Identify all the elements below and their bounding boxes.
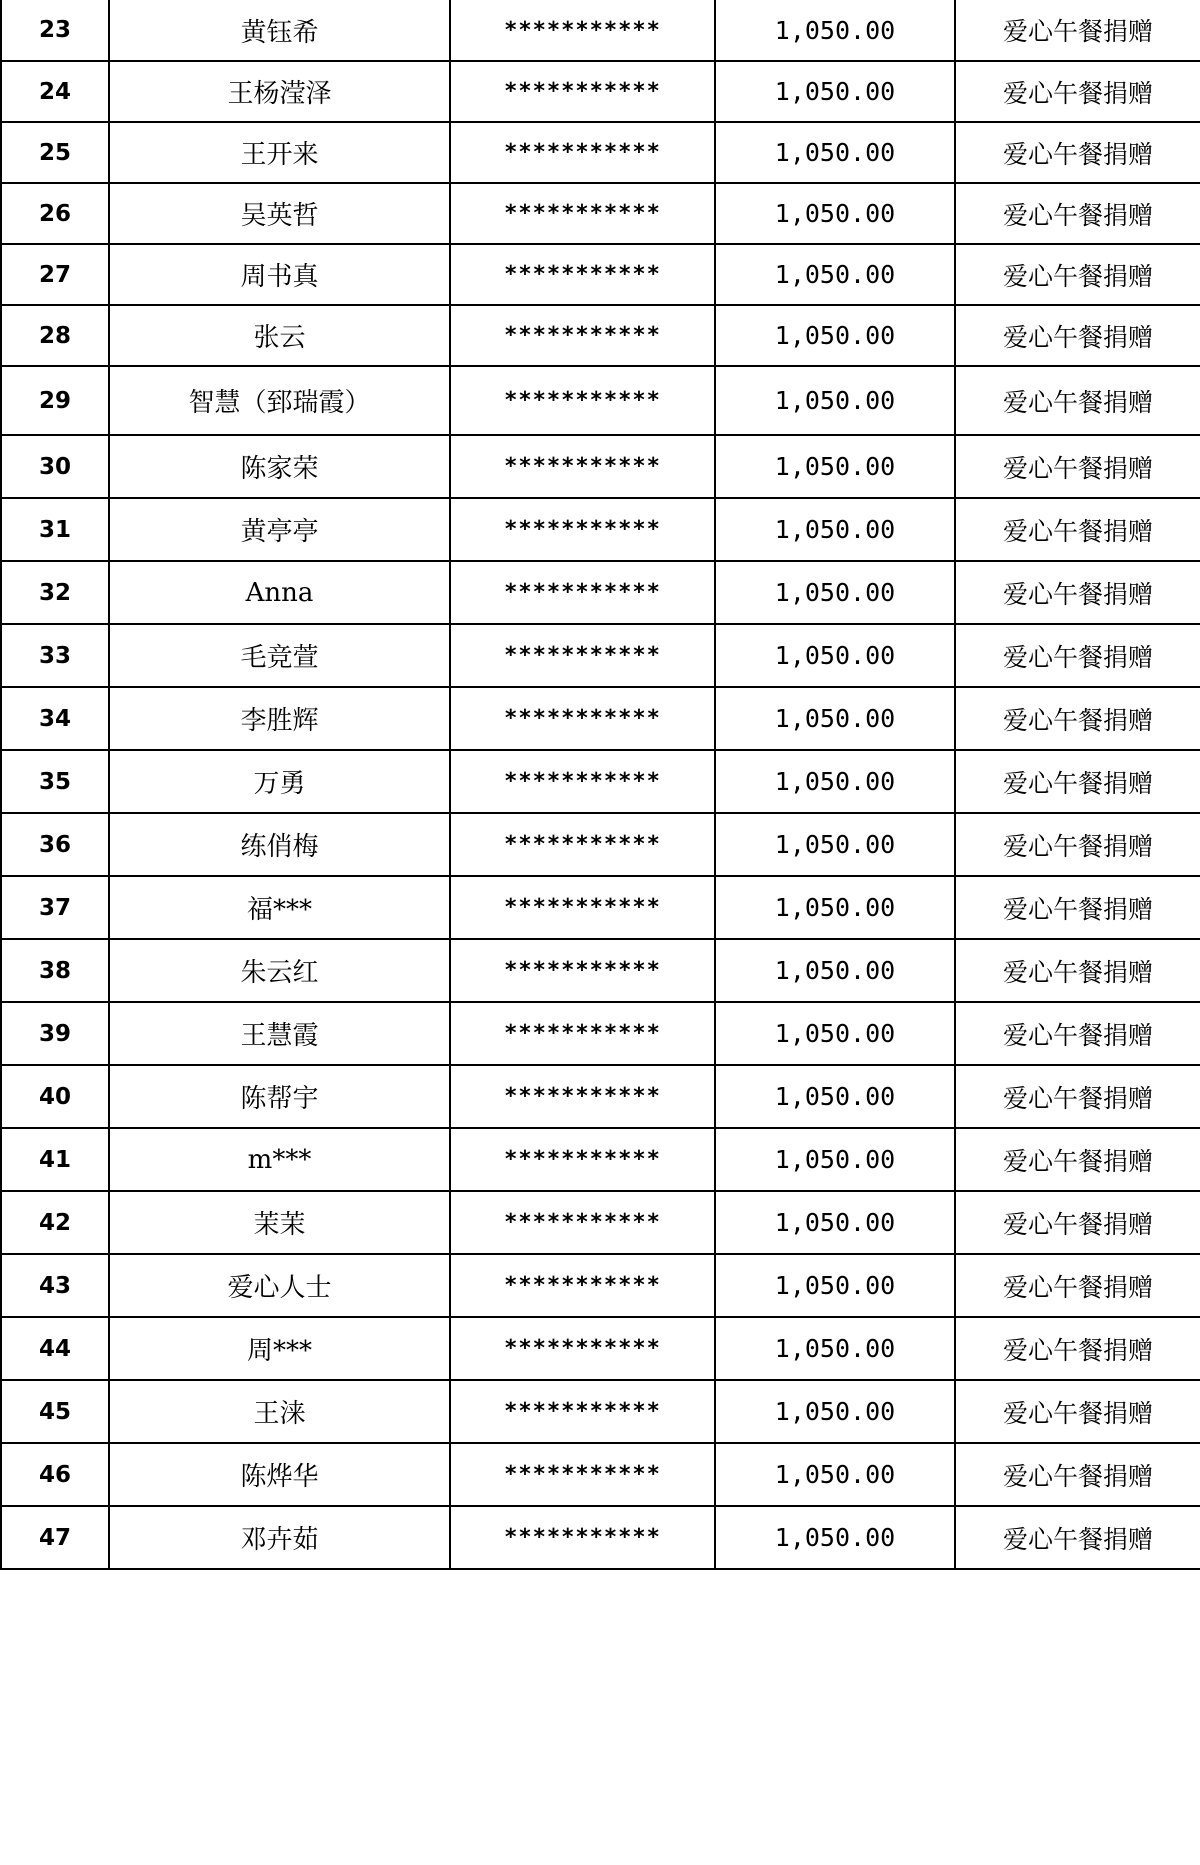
amount-cell — [715, 750, 955, 813]
amount-cell-text: 1,050.00 — [774, 641, 896, 670]
amount-cell-text: 1,050.00 — [774, 767, 896, 796]
row-number-cell-text: 39 — [38, 1020, 71, 1047]
amount-cell — [715, 1317, 955, 1380]
masked-id-cell — [450, 813, 715, 876]
purpose-cell-text: 爱心午餐捐赠 — [1002, 1272, 1153, 1302]
purpose-cell-text: 爱心午餐捐赠 — [1002, 1398, 1153, 1428]
purpose-cell-text: 爱心午餐捐赠 — [1002, 200, 1153, 230]
masked-id-cell-text: *********** — [504, 769, 661, 794]
table-row — [1, 1128, 1200, 1191]
masked-id-cell-text: *********** — [504, 323, 661, 348]
amount-cell — [715, 305, 955, 366]
amount-cell-text: 1,050.00 — [774, 260, 896, 289]
amount-cell — [715, 876, 955, 939]
masked-id-cell-text: *********** — [504, 1273, 661, 1298]
donor-name-cell — [109, 687, 450, 750]
masked-id-cell-text: *********** — [504, 832, 661, 857]
row-number-cell-text: 42 — [38, 1209, 71, 1236]
amount-cell — [715, 0, 955, 61]
donor-name-cell — [109, 498, 450, 561]
masked-id-cell — [450, 1191, 715, 1254]
donor-name-cell — [109, 1002, 450, 1065]
amount-cell-text: 1,050.00 — [774, 578, 896, 607]
masked-id-cell-text: *********** — [504, 1399, 661, 1424]
row-number-cell-text: 24 — [38, 78, 71, 105]
masked-id-cell-text: *********** — [504, 388, 661, 413]
amount-cell — [715, 1065, 955, 1128]
purpose-cell — [955, 61, 1200, 122]
masked-id-cell-text: *********** — [504, 895, 661, 920]
row-number-cell-text: 40 — [38, 1083, 71, 1110]
row-number-cell-text: 26 — [38, 200, 71, 227]
masked-id-cell — [450, 183, 715, 244]
row-number-cell — [1, 813, 109, 876]
amount-cell — [715, 183, 955, 244]
row-number-cell — [1, 624, 109, 687]
donor-name-cell-text: 陈帮宇 — [240, 1084, 319, 1114]
donor-name-cell-text: 吴英哲 — [240, 201, 319, 231]
row-number-cell — [1, 122, 109, 183]
donor-name-cell-text: 毛竞萱 — [240, 643, 319, 673]
masked-id-cell — [450, 876, 715, 939]
masked-id-cell — [450, 1317, 715, 1380]
donor-name-cell — [109, 435, 450, 498]
donor-name-cell — [109, 183, 450, 244]
amount-cell — [715, 687, 955, 750]
row-number-cell — [1, 561, 109, 624]
row-number-cell-text: 47 — [38, 1524, 71, 1551]
row-number-cell-text: 46 — [38, 1461, 71, 1488]
donor-name-cell — [109, 561, 450, 624]
purpose-cell-text: 爱心午餐捐赠 — [1002, 1209, 1153, 1239]
donor-name-cell-text: 王涞 — [253, 1399, 306, 1429]
row-number-cell-text: 34 — [38, 705, 71, 732]
row-number-cell — [1, 183, 109, 244]
amount-cell — [715, 1506, 955, 1569]
donor-name-cell — [109, 122, 450, 183]
donor-name-cell-text: 练俏梅 — [240, 832, 319, 862]
amount-cell — [715, 1443, 955, 1506]
purpose-cell — [955, 435, 1200, 498]
masked-id-cell — [450, 939, 715, 1002]
masked-id-cell — [450, 1380, 715, 1443]
donor-name-cell — [109, 1128, 450, 1191]
purpose-cell-text: 爱心午餐捐赠 — [1002, 705, 1153, 735]
table-row — [1, 939, 1200, 1002]
purpose-cell — [955, 1506, 1200, 1569]
table-row — [1, 244, 1200, 305]
donor-name-cell — [109, 876, 450, 939]
amount-cell — [715, 939, 955, 1002]
masked-id-cell-text: *********** — [504, 79, 661, 104]
purpose-cell-text: 爱心午餐捐赠 — [1002, 1146, 1153, 1176]
table-row — [1, 1506, 1200, 1569]
amount-cell — [715, 624, 955, 687]
row-number-cell — [1, 244, 109, 305]
donor-name-cell-text: 黄钰希 — [240, 17, 319, 48]
row-number-cell-text: 37 — [38, 894, 71, 921]
donor-name-cell-text: 陈烨华 — [240, 1462, 319, 1492]
amount-cell — [715, 435, 955, 498]
amount-cell-text: 1,050.00 — [774, 704, 896, 733]
masked-id-cell-text: *********** — [504, 643, 661, 668]
purpose-cell — [955, 498, 1200, 561]
purpose-cell — [955, 183, 1200, 244]
masked-id-cell-text: *********** — [504, 580, 661, 605]
donor-name-cell — [109, 1065, 450, 1128]
amount-cell — [715, 1380, 955, 1443]
purpose-cell-text: 爱心午餐捐赠 — [1002, 78, 1153, 108]
row-number-cell — [1, 1317, 109, 1380]
table-row — [1, 122, 1200, 183]
row-number-cell-text: 25 — [38, 139, 71, 166]
row-number-cell-text: 29 — [38, 387, 71, 414]
table-row — [1, 366, 1200, 435]
purpose-cell-text: 爱心午餐捐赠 — [1002, 642, 1153, 672]
amount-cell-text: 1,050.00 — [774, 77, 896, 106]
row-number-cell — [1, 366, 109, 435]
amount-cell-text: 1,050.00 — [774, 1145, 896, 1174]
amount-cell — [715, 498, 955, 561]
row-number-cell-text: 30 — [38, 453, 71, 480]
purpose-cell — [955, 750, 1200, 813]
masked-id-cell — [450, 0, 715, 61]
row-number-cell — [1, 1191, 109, 1254]
masked-id-cell-text: *********** — [504, 1336, 661, 1361]
amount-cell-text: 1,050.00 — [774, 1208, 896, 1237]
row-number-cell-text: 23 — [38, 17, 71, 43]
row-number-cell — [1, 305, 109, 366]
table-row — [1, 435, 1200, 498]
table-row — [1, 0, 1200, 61]
amount-cell-text: 1,050.00 — [774, 1523, 896, 1552]
amount-cell-text: 1,050.00 — [774, 199, 896, 228]
row-number-cell-text: 41 — [38, 1146, 71, 1173]
amount-cell — [715, 1254, 955, 1317]
amount-cell-text: 1,050.00 — [774, 138, 896, 167]
masked-id-cell-text: *********** — [504, 454, 661, 479]
donor-name-cell — [109, 0, 450, 61]
donor-name-cell-text: 王杨滢泽 — [227, 79, 332, 109]
donor-name-cell-text: 智慧（郅瑞霞） — [188, 388, 371, 418]
purpose-cell-text: 爱心午餐捐赠 — [1002, 17, 1153, 46]
table-row — [1, 876, 1200, 939]
amount-cell-text: 1,050.00 — [774, 1019, 896, 1048]
amount-cell-text: 1,050.00 — [774, 830, 896, 859]
masked-id-cell-text: *********** — [504, 140, 661, 165]
table-row — [1, 1065, 1200, 1128]
masked-id-cell-text: *********** — [504, 517, 661, 542]
row-number-cell-text: 44 — [38, 1335, 71, 1362]
table-row — [1, 687, 1200, 750]
masked-id-cell-text: *********** — [504, 1210, 661, 1235]
table-row — [1, 61, 1200, 122]
purpose-cell-text: 爱心午餐捐赠 — [1002, 579, 1153, 609]
purpose-cell — [955, 687, 1200, 750]
amount-cell-text: 1,050.00 — [774, 956, 896, 985]
amount-cell — [715, 1002, 955, 1065]
purpose-cell-text: 爱心午餐捐赠 — [1002, 1083, 1153, 1113]
purpose-cell — [955, 1002, 1200, 1065]
masked-id-cell-text: *********** — [504, 706, 661, 731]
purpose-cell — [955, 813, 1200, 876]
table-row — [1, 183, 1200, 244]
masked-id-cell-text: *********** — [504, 1147, 661, 1172]
donor-name-cell-text: 爱心人士 — [227, 1273, 332, 1303]
row-number-cell — [1, 876, 109, 939]
masked-id-cell — [450, 1254, 715, 1317]
table-row — [1, 624, 1200, 687]
row-number-cell — [1, 61, 109, 122]
row-number-cell — [1, 498, 109, 561]
masked-id-cell-text: *********** — [504, 1021, 661, 1046]
purpose-cell — [955, 244, 1200, 305]
row-number-cell — [1, 0, 109, 61]
masked-id-cell — [450, 1506, 715, 1569]
row-number-cell — [1, 750, 109, 813]
purpose-cell — [955, 1254, 1200, 1317]
purpose-cell — [955, 1191, 1200, 1254]
purpose-cell-text: 爱心午餐捐赠 — [1002, 322, 1153, 352]
purpose-cell-text: 爱心午餐捐赠 — [1002, 261, 1153, 291]
amount-cell-text: 1,050.00 — [774, 15, 896, 45]
purpose-cell — [955, 1065, 1200, 1128]
amount-cell — [715, 813, 955, 876]
row-number-cell — [1, 435, 109, 498]
donor-name-cell-text: m*** — [247, 1144, 312, 1175]
masked-id-cell — [450, 624, 715, 687]
row-number-cell — [1, 1506, 109, 1569]
purpose-cell-text: 爱心午餐捐赠 — [1002, 516, 1153, 546]
purpose-cell-text: 爱心午餐捐赠 — [1002, 957, 1153, 987]
amount-cell — [715, 122, 955, 183]
amount-cell — [715, 366, 955, 435]
masked-id-cell-text: *********** — [504, 1462, 661, 1487]
row-number-cell-text: 32 — [38, 579, 71, 606]
purpose-cell-text: 爱心午餐捐赠 — [1002, 1020, 1153, 1050]
donor-name-cell-text: 黄亭亭 — [240, 517, 319, 547]
row-number-cell — [1, 939, 109, 1002]
table-row — [1, 305, 1200, 366]
row-number-cell-text: 31 — [38, 516, 71, 543]
donor-name-cell-text: 福*** — [246, 895, 312, 925]
masked-id-cell — [450, 750, 715, 813]
masked-id-cell-text: *********** — [504, 17, 661, 43]
masked-id-cell — [450, 122, 715, 183]
row-number-cell — [1, 1443, 109, 1506]
row-number-cell-text: 35 — [38, 768, 71, 795]
donor-name-cell — [109, 939, 450, 1002]
purpose-cell — [955, 939, 1200, 1002]
donor-name-cell — [109, 1443, 450, 1506]
masked-id-cell — [450, 244, 715, 305]
amount-cell-text: 1,050.00 — [774, 1460, 896, 1489]
amount-cell-text: 1,050.00 — [774, 386, 896, 415]
purpose-cell-text: 爱心午餐捐赠 — [1002, 1524, 1153, 1554]
donor-name-cell-text: 王慧霞 — [240, 1021, 319, 1051]
donor-name-cell-text: 朱云红 — [240, 958, 319, 988]
donor-name-cell-text: Anna — [245, 577, 314, 608]
purpose-cell — [955, 624, 1200, 687]
purpose-cell-text: 爱心午餐捐赠 — [1002, 894, 1153, 924]
purpose-cell-text: 爱心午餐捐赠 — [1002, 387, 1153, 417]
donor-name-cell — [109, 244, 450, 305]
donor-name-cell — [109, 813, 450, 876]
table-row — [1, 1443, 1200, 1506]
table-row — [1, 1254, 1200, 1317]
donor-name-cell — [109, 1506, 450, 1569]
table-row — [1, 1380, 1200, 1443]
amount-cell-text: 1,050.00 — [774, 452, 896, 481]
masked-id-cell-text: *********** — [504, 1525, 661, 1550]
amount-cell — [715, 244, 955, 305]
masked-id-cell — [450, 435, 715, 498]
donor-name-cell — [109, 750, 450, 813]
purpose-cell — [955, 1443, 1200, 1506]
masked-id-cell — [450, 366, 715, 435]
masked-id-cell — [450, 1002, 715, 1065]
donor-name-cell-text: 茉茉 — [253, 1210, 306, 1240]
table-row — [1, 750, 1200, 813]
purpose-cell — [955, 1380, 1200, 1443]
purpose-cell — [955, 561, 1200, 624]
purpose-cell-text: 爱心午餐捐赠 — [1002, 831, 1153, 861]
donor-name-cell — [109, 624, 450, 687]
amount-cell-text: 1,050.00 — [774, 893, 896, 922]
purpose-cell — [955, 366, 1200, 435]
donor-name-cell — [109, 1317, 450, 1380]
purpose-cell-text: 爱心午餐捐赠 — [1002, 139, 1153, 169]
donor-name-cell-text: 李胜辉 — [240, 706, 319, 736]
donor-name-cell-text: 陈家荣 — [240, 454, 319, 484]
masked-id-cell-text: *********** — [504, 201, 661, 226]
row-number-cell-text: 33 — [38, 642, 71, 669]
purpose-cell-text: 爱心午餐捐赠 — [1002, 1335, 1153, 1365]
donor-name-cell — [109, 305, 450, 366]
amount-cell-text: 1,050.00 — [774, 321, 896, 350]
table-row — [1, 1317, 1200, 1380]
purpose-cell — [955, 122, 1200, 183]
masked-id-cell-text: *********** — [504, 958, 661, 983]
purpose-cell — [955, 1317, 1200, 1380]
purpose-cell-text: 爱心午餐捐赠 — [1002, 1461, 1153, 1491]
amount-cell-text: 1,050.00 — [774, 1397, 896, 1426]
purpose-cell — [955, 876, 1200, 939]
row-number-cell — [1, 1128, 109, 1191]
masked-id-cell — [450, 61, 715, 122]
row-number-cell — [1, 1065, 109, 1128]
purpose-cell-text: 爱心午餐捐赠 — [1002, 768, 1153, 798]
amount-cell — [715, 561, 955, 624]
masked-id-cell — [450, 1443, 715, 1506]
masked-id-cell — [450, 1065, 715, 1128]
donor-name-cell-text: 邓卉茹 — [240, 1525, 319, 1555]
donation-table-body — [1, 0, 1200, 1569]
donor-name-cell-text: 万勇 — [253, 769, 306, 799]
masked-id-cell — [450, 305, 715, 366]
table-row — [1, 498, 1200, 561]
amount-cell-text: 1,050.00 — [774, 1271, 896, 1300]
purpose-cell — [955, 305, 1200, 366]
row-number-cell-text: 45 — [38, 1398, 71, 1425]
purpose-cell — [955, 1128, 1200, 1191]
donor-name-cell-text: 张云 — [253, 323, 306, 353]
row-number-cell — [1, 1254, 109, 1317]
donor-name-cell — [109, 1191, 450, 1254]
amount-cell-text: 1,050.00 — [774, 1334, 896, 1363]
masked-id-cell-text: *********** — [504, 1084, 661, 1109]
donor-name-cell — [109, 366, 450, 435]
donor-name-cell — [109, 61, 450, 122]
amount-cell-text: 1,050.00 — [774, 515, 896, 544]
purpose-cell-text: 爱心午餐捐赠 — [1002, 453, 1153, 483]
row-number-cell-text: 38 — [38, 957, 71, 984]
amount-cell — [715, 61, 955, 122]
table-row — [1, 561, 1200, 624]
amount-cell — [715, 1191, 955, 1254]
masked-id-cell — [450, 561, 715, 624]
masked-id-cell — [450, 1128, 715, 1191]
row-number-cell — [1, 1380, 109, 1443]
row-number-cell-text: 36 — [38, 831, 71, 858]
row-number-cell — [1, 1002, 109, 1065]
table-row — [1, 1002, 1200, 1065]
donor-name-cell-text: 王开来 — [240, 140, 319, 170]
donor-name-cell-text: 周*** — [246, 1336, 312, 1366]
masked-id-cell — [450, 687, 715, 750]
row-number-cell-text: 27 — [38, 261, 71, 288]
masked-id-cell — [450, 498, 715, 561]
purpose-cell — [955, 0, 1200, 61]
table-row — [1, 813, 1200, 876]
amount-cell — [715, 1128, 955, 1191]
row-number-cell-text: 43 — [38, 1272, 71, 1299]
masked-id-cell-text: *********** — [504, 262, 661, 287]
row-number-cell — [1, 687, 109, 750]
donor-name-cell-text: 周书真 — [240, 262, 319, 292]
row-number-cell-text: 28 — [38, 322, 71, 349]
amount-cell-text: 1,050.00 — [774, 1082, 896, 1111]
donor-name-cell — [109, 1254, 450, 1317]
table-row — [1, 1191, 1200, 1254]
donor-name-cell — [109, 1380, 450, 1443]
